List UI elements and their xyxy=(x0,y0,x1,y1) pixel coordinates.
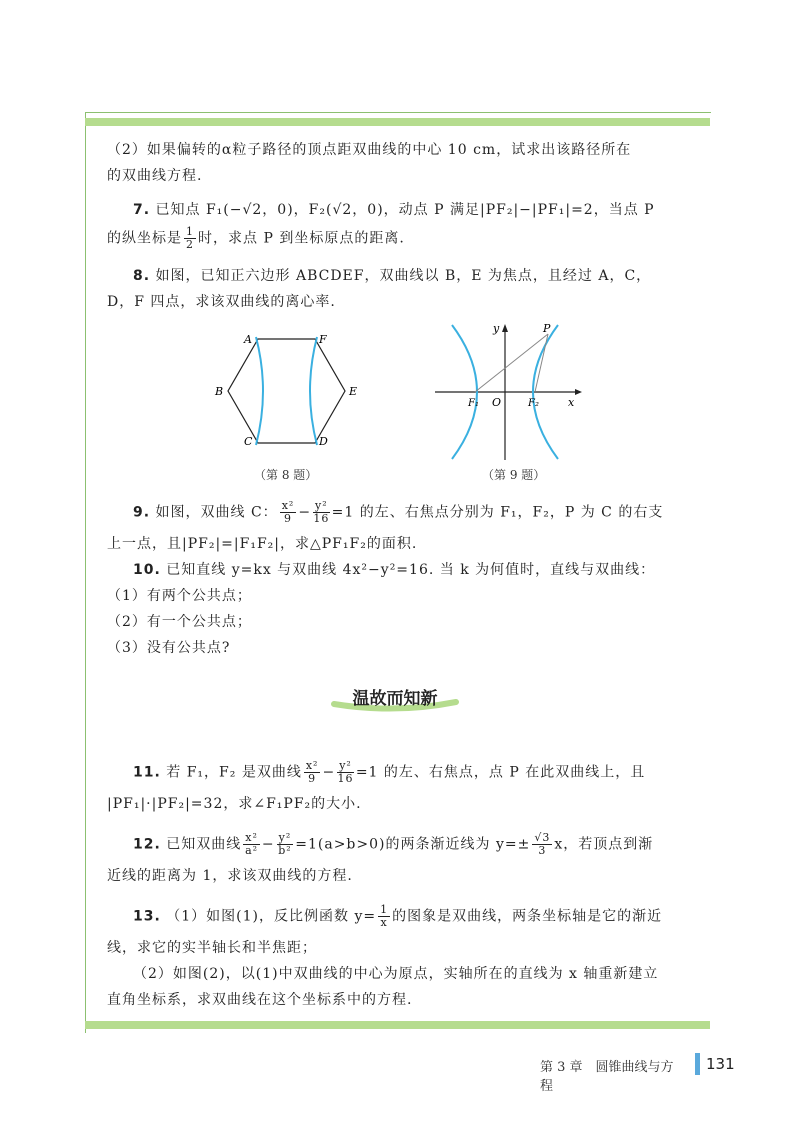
q11-frac1 xyxy=(304,760,321,785)
q7-text2a: 的纵坐标是 xyxy=(107,230,182,247)
q7-frac-den: 2 xyxy=(186,238,194,251)
left-branch-curve xyxy=(256,337,263,445)
q9-frac1 xyxy=(280,500,297,525)
label-B: B xyxy=(215,385,224,398)
q11-line2: |PF₁|·|PF₂|=32，求∠F₁PF₂的大小. xyxy=(107,796,362,812)
q10-sub3: （3）没有公共点? xyxy=(107,640,231,656)
q11-frac1-num: x² xyxy=(305,759,319,772)
q9-text1a: 如图，双曲线 C： xyxy=(155,504,278,521)
right-branch-curve xyxy=(310,337,317,445)
q6-line1: （2）如果偏转的α粒子路径的顶点距双曲线的中心 10 cm，试求出该路径所在 xyxy=(107,142,632,158)
q9-number: 9. xyxy=(133,504,151,521)
page-footer xyxy=(540,1053,740,1094)
q10-number: 10. xyxy=(133,562,161,578)
q13-text1b: 的图象是双曲线，两条坐标轴是它的渐近 xyxy=(392,908,663,925)
q12-line1 xyxy=(133,832,653,857)
q8-line2: D，F 四点，求该双曲线的离心率. xyxy=(107,294,336,310)
q10-sub1: （1）有两个公共点； xyxy=(107,588,252,604)
q7-fraction xyxy=(184,226,196,251)
q12-frac2-num: y² xyxy=(278,831,292,844)
q12-frac3-den: 3 xyxy=(538,844,547,857)
label-F1: F₁ xyxy=(468,398,479,409)
label-E: E xyxy=(349,385,358,398)
label-O: O xyxy=(492,396,502,409)
label-D: D xyxy=(319,435,328,448)
q13-line1 xyxy=(133,904,662,929)
q8-text1: 如图，已知正六边形 ABCDEF，双曲线以 B，E 为焦点，且经过 A，C， xyxy=(155,268,652,284)
label-F: F xyxy=(319,333,327,346)
hexagon-shape xyxy=(228,339,345,443)
label-F2: F₂ xyxy=(528,398,539,409)
q11-line1 xyxy=(133,760,645,785)
q9-frac1-den: 9 xyxy=(284,512,292,525)
q9-frac1-num: x² xyxy=(281,499,295,512)
q11-number: 11. xyxy=(133,764,161,781)
q9-minus: − xyxy=(298,504,312,521)
q7-number: 7. xyxy=(133,202,151,218)
q10-sub2: （2）有一个公共点； xyxy=(107,614,252,630)
q11-frac2 xyxy=(337,760,354,785)
figure-8-caption: （第 8 题） xyxy=(254,468,318,482)
q9-line1 xyxy=(133,500,663,525)
q12-frac3 xyxy=(532,832,552,857)
q12-frac1-num: x² xyxy=(245,831,258,844)
q13-frac-num: 1 xyxy=(380,903,389,916)
section-heading xyxy=(330,680,460,714)
label-A: A xyxy=(244,333,252,346)
q10-text1: 已知直线 y=kx 与双曲线 4x²−y²=16. 当 k 为何值时，直线与双曲线： xyxy=(166,562,656,578)
q12-text1b: =1(a>b>0)的两条渐近线为 y=± xyxy=(295,836,531,853)
q12-frac1-den: a² xyxy=(245,844,259,857)
q12-frac3-num: √3 xyxy=(534,831,551,844)
q11-frac2-den: 16 xyxy=(337,772,354,785)
label-y: y xyxy=(493,322,500,335)
y-axis-arrow xyxy=(502,324,508,332)
q13-text1a: （1）如图(1)，反比例函数 y= xyxy=(166,908,377,925)
q10-line1 xyxy=(133,560,655,580)
label-P: P xyxy=(543,322,551,335)
q12-minus: − xyxy=(261,836,275,853)
q13-frac xyxy=(378,904,390,929)
section-title: 温故而知新 xyxy=(352,689,438,709)
q7-text2b: 时，求点 P 到坐标原点的距离. xyxy=(198,230,405,247)
figure-8-hexagon xyxy=(200,325,370,460)
bottom-band xyxy=(85,1021,710,1029)
q12-text1c: x，若顶点到渐 xyxy=(554,836,654,853)
q8-line1 xyxy=(133,266,651,286)
q13-line4: 直角坐标系，求双曲线在这个坐标系中的方程. xyxy=(107,992,413,1008)
q7-text1: 已知点 F₁(−√2，0)，F₂(√2，0)，动点 P 满足|PF₂|−|PF₁|=2，当点 P xyxy=(155,202,655,218)
q9-text1b: =1 的左、右焦点分别为 F₁，F₂，P 为 C 的右支 xyxy=(331,504,664,521)
q12-frac1 xyxy=(243,832,260,857)
q12-number: 12. xyxy=(133,836,161,853)
q13-number: 13. xyxy=(133,908,161,925)
q9-frac2-den: 16 xyxy=(313,512,330,525)
q7-line1 xyxy=(133,200,655,220)
q9-frac2-num: y² xyxy=(315,499,328,512)
figure-9-hyperbola xyxy=(430,320,590,465)
q7-line2 xyxy=(107,226,405,251)
chapter-title: 第 3 章 圆锥曲线与方程 xyxy=(540,1060,674,1094)
x-axis-arrow xyxy=(575,389,582,395)
q11-frac2-num: y² xyxy=(339,759,352,772)
q13-frac-den: x xyxy=(380,916,388,929)
q13-line2: 线，求它的实半轴长和半焦距； xyxy=(107,940,317,956)
q7-frac-num: 1 xyxy=(186,225,194,238)
q12-frac2-den: b² xyxy=(278,844,292,857)
q9-frac2 xyxy=(313,500,330,525)
footer-accent-bar xyxy=(695,1053,700,1075)
q12-frac2 xyxy=(277,832,294,857)
q11-text1a: 若 F₁，F₂ 是双曲线 xyxy=(166,764,302,781)
q13-line3: （2）如图(2)，以(1)中双曲线的中心为原点，实轴所在的直线为 x 轴重新建立 xyxy=(133,966,659,982)
q11-frac1-den: 9 xyxy=(308,772,317,785)
figure-9-caption: （第 9 题） xyxy=(482,468,546,482)
q12-line2: 近线的距离为 1，求该双曲线的方程. xyxy=(107,868,353,884)
page-number: 131 xyxy=(706,1055,735,1073)
q6-line2: 的双曲线方程. xyxy=(107,168,203,184)
label-x: x xyxy=(568,396,575,409)
q11-minus: − xyxy=(322,764,336,781)
top-band xyxy=(85,118,710,126)
q11-text1b: =1 的左、右焦点，点 P 在此双曲线上，且 xyxy=(355,764,646,781)
q9-line2: 上一点，且|PF₂|=|F₁F₂|，求△PF₁F₂的面积. xyxy=(107,536,418,552)
q12-text1a: 已知双曲线 xyxy=(166,836,242,853)
q8-number: 8. xyxy=(133,268,151,284)
label-C: C xyxy=(244,435,253,448)
